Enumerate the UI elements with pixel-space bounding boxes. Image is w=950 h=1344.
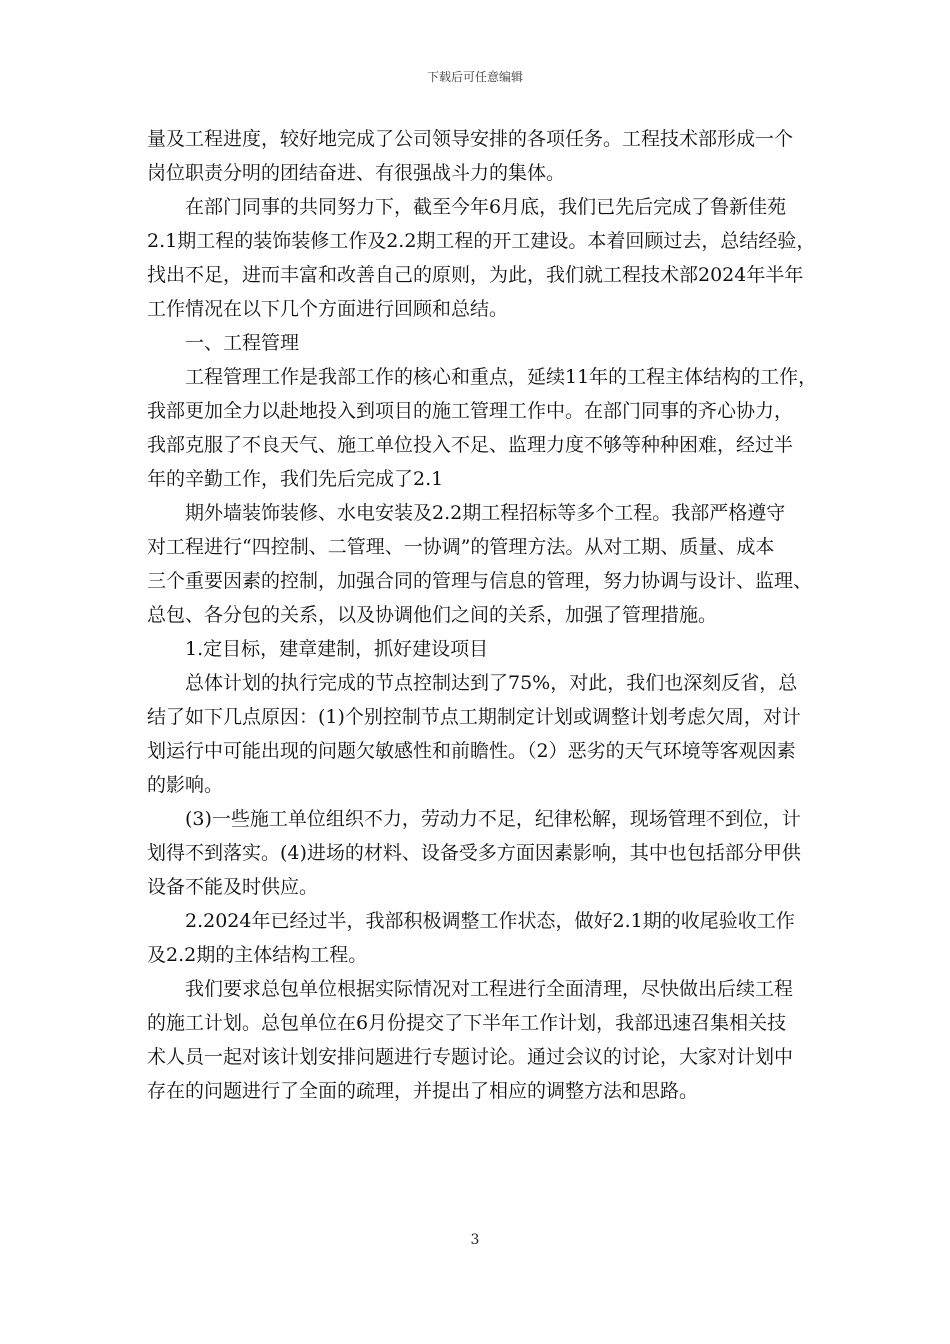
text-line: 三个重要因素的控制，加强合同的管理与信息的管理，努力协调与设计、监理、 [147, 570, 813, 592]
text-line: 的施工计划。总包单位在6月份提交了下半年工作计划，我部迅速召集相关技 [147, 1012, 787, 1034]
text-line: 的影响。 [147, 774, 224, 796]
text-line: 术人员一起对该计划安排问题进行专题讨论。通过会议的讨论，大家对计划中 [147, 1046, 794, 1068]
text-line: 我部克服了不良天气、施工单位投入不足、监理力度不够等种种困难，经过半 [147, 434, 794, 456]
text-line: 存在的问题进行了全面的疏理，并提出了相应的调整方法和思路。 [147, 1080, 699, 1102]
text-line: 找出不足，进而丰富和改善自己的原则，为此，我们就工程技术部2024年半年 [147, 264, 804, 286]
text-line: 划得不到落实。(4)进场的材料、设备受多方面因素影响，其中也包括部分甲供 [147, 842, 801, 864]
paragraph-start: 我们要求总包单位根据实际情况对工程进行全面清理，尽快做出后续工程 [185, 978, 794, 1000]
section-heading: 一、工程管理 [185, 332, 300, 354]
page-header: 下载后可任意编辑 [426, 70, 523, 84]
paragraph-start: 2.2024年已经过半，我部积极调整工作状态，做好2.1期的收尾验收工作 [185, 910, 795, 932]
paragraph-start: (3)一些施工单位组织不力，劳动力不足，纪律松解，现场管理不到位，计 [185, 808, 801, 830]
text-line: 我部更加全力以赴地投入到项目的施工管理工作中。在部门同事的齐心协力， [147, 400, 794, 422]
subsection-heading: 1.定目标，建章建制，抓好建设项目 [185, 638, 489, 660]
text-line: 设备不能及时供应。 [147, 876, 319, 898]
text-line: 量及工程进度，较好地完成了公司领导安排的各项任务。工程技术部形成一个 [147, 128, 794, 150]
paragraph-start: 总体计划的执行完成的节点控制达到了75%，对此，我们也深刻反省，总 [185, 672, 798, 694]
paragraph-start: 在部门同事的共同努力下，截至今年6月底，我们已先后完成了鲁新佳苑 [185, 196, 787, 218]
document-body [147, 122, 818, 1108]
text-line: 结了如下几点原因：(1)个别控制节点工期制定计划或调整计划考虑欠周，对计 [147, 706, 801, 728]
paragraph-start: 工程管理工作是我部工作的核心和重点，延续11年的工程主体结构的工作， [185, 366, 818, 388]
paragraph-start: 期外墙装饰装修、水电安装及2.2期工程招标等多个工程。我部严格遵守 [185, 502, 786, 524]
text-line: 对工程进行“四控制、二管理、一协调”的管理方法。从对工期、质量、成本 [147, 536, 775, 558]
text-line: 岗位职责分明的团结奋进、有很强战斗力的集体。 [147, 162, 566, 184]
text-line: 年的辛勤工作，我们先后完成了2.1 [147, 468, 444, 490]
text-line: 划运行中可能出现的问题欠敏感性和前瞻性。（2）恶劣的天气环境等客观因素 [147, 740, 796, 762]
page-number: 3 [470, 1232, 480, 1248]
text-line: 及2.2期的主体结构工程。 [147, 944, 368, 966]
text-line: 工作情况在以下几个方面进行回顾和总结。 [147, 298, 509, 320]
text-line: 2.1期工程的装饰装修工作及2.2期工程的开工建设。本着回顾过去，总结经验， [147, 230, 816, 252]
text-line: 总包、各分包的关系，以及协调他们之间的关系，加强了管理措施。 [147, 604, 718, 626]
